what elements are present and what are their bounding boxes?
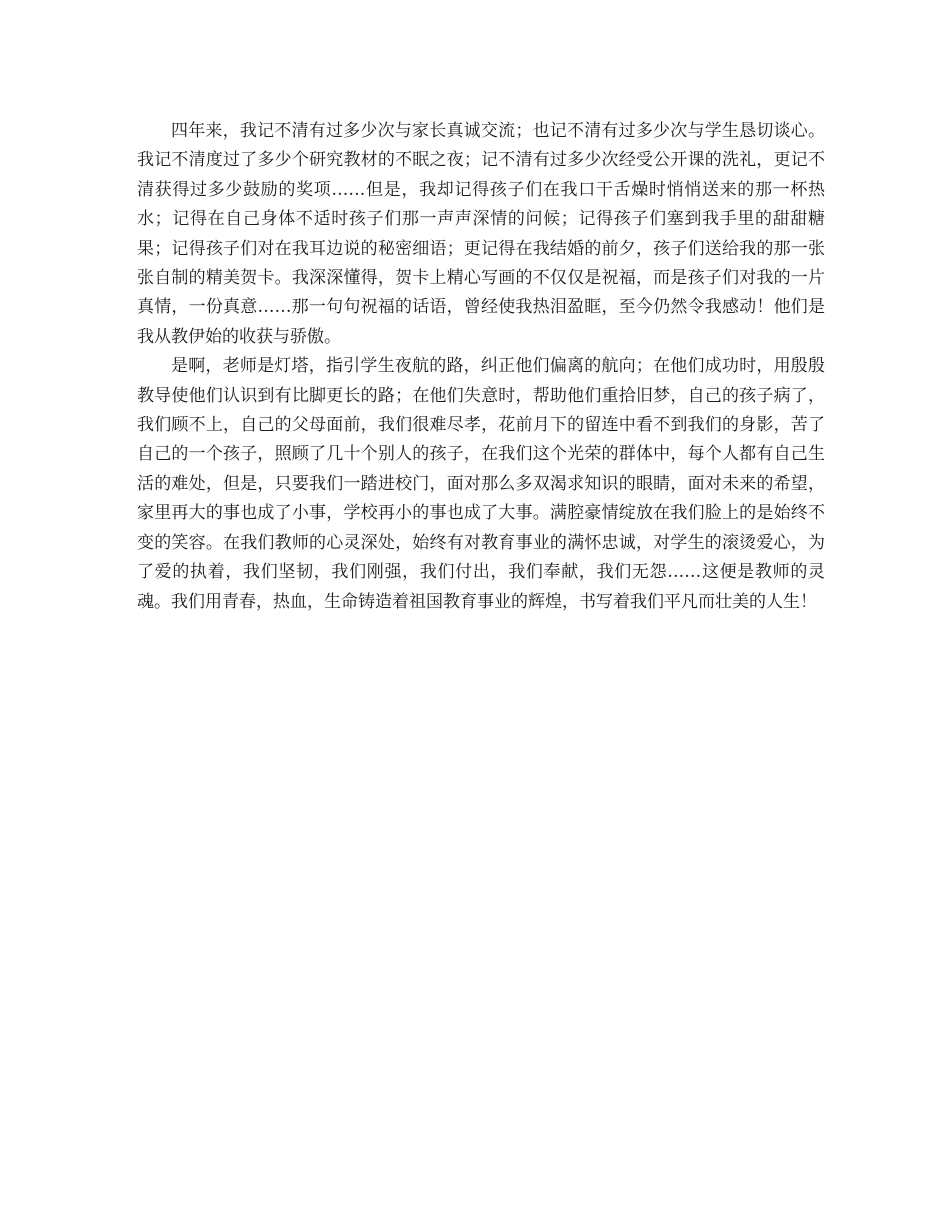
document-body [137, 117, 825, 617]
paragraph-2: 是啊，老师是灯塔，指引学生夜航的路，纠正他们偏离的航向；在他们成功时，用殷殷教导使他们认识到有比脚更长的路；在他们失意时，帮助他们重拾旧梦，自己的孩子病了，我们顾不上，自己的父母面前，我们很难尽孝，花前月下的留连中看不到我们的身影，苦了自己的一个孩子，照顾了几十个别人的孩子，在我们这个光荣的群体中，每个人都有自己生活的难处，但是，只要我们一踏进校门，面对那么多双渴求知识的眼睛，面对未来的希望，家里再大的事也成了小事，学校再小的事也成了大事。满腔豪情绽放在我们脸上的是始终不变的笑容。在我们教师的心灵深处，始终有对教育事业的满怀忠诚，对学生的滚烫爱心，为了爱的执着，我们坚韧，我们刚强，我们付出，我们奉献，我们无怨……这便是教师的灵魂。我们用青春，热血，生命铸造着祖国教育事业的辉煌，书写着我们平凡而壮美的人生！ [137, 356, 825, 612]
paragraph-1: 四年来，我记不清有过多少次与家长真诚交流；也记不清有过多少次与学生恳切谈心。我记不清度过了多少个研究教材的不眠之夜；记不清有过多少次经受公开课的洗礼，更记不清获得过多少鼓励的奖项……但是，我却记得孩子们在我口干舌燥时悄悄送来的那一杯热水；记得在自己身体不适时孩子们那一声声深情的问候；记得孩子们塞到我手里的甜甜糖果；记得孩子们对在我耳边说的秘密细语；更记得在我结婚的前夕，孩子们送给我的那一张张自制的精美贺卡。我深深懂得，贺卡上精心写画的不仅仅是祝福，而是孩子们对我的一片真情，一份真意……那一句句祝福的话语，曾经使我热泪盈眶，至今仍然令我感动！他们是我从教伊始的收获与骄傲。 [137, 121, 825, 347]
